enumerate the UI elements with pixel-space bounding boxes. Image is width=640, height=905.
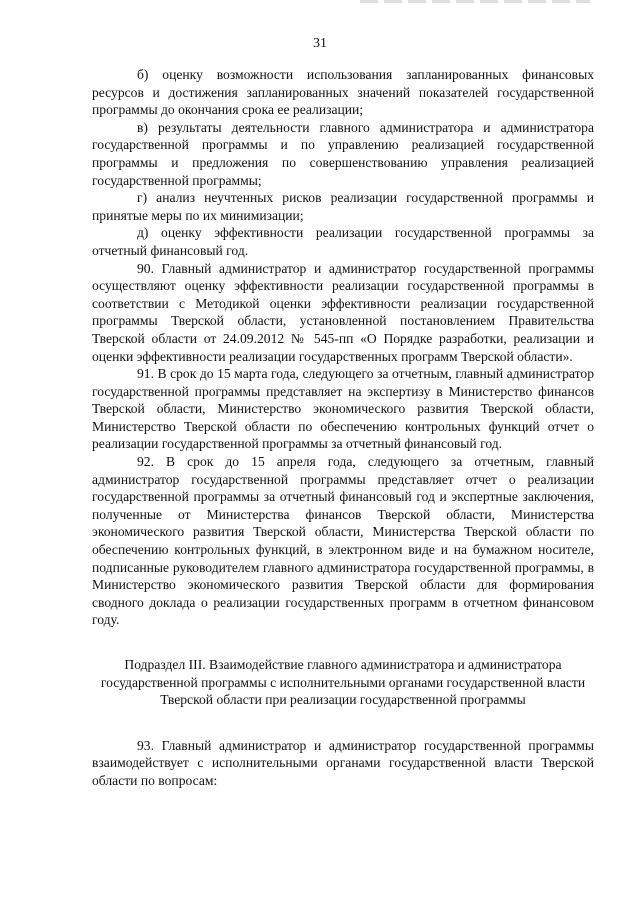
paragraph-92: 92. В срок до 15 апреля года, следующего за отчетным, главный администратор государственной программы представляет отчет о реализации государственной программы за отчетный финансовый год и экспертные заключения, полученные от Министерства финансов Тверской области, Министерства экономического развития Тверской области, Министерства Тверской области по обеспечению контрольных функций, в электронном виде и на бумажном носителе, подписанные руководителем главного администратора государственной программы, в Министерство экономического развития Тверской области для формирования сводного доклада о реализации государственных программ в отчетном финансовом году. xyxy=(92,454,594,628)
page-number: 31 xyxy=(313,36,327,51)
paragraph-91: 91. В срок до 15 марта года, следующего за отчетным, главный администратор государственной программы представляет на экспертизу в Министерство финансов Тверской области, Министерство экономического развития Тверской области, Министерство Тверской области по обеспечению контрольных функций отчет о реализации государственной программы за отчетный финансовый год. xyxy=(92,366,594,452)
section-heading: Подраздел III. Взаимодействие главного администратора и администратора государственной программы с исполнительными органами государственной власти Тверской области при реализации государственной программы xyxy=(100,657,586,708)
paragraph-g: г) анализ неучтенных рисков реализации государственной программы и принятые меры по их минимизации; xyxy=(92,190,594,223)
paragraph-90: 90. Главный администратор и администратор государственной программы осуществляют оценку эффективности реализации государственной программы в соответствии с Методикой оценки эффективности реализации государственной программы Тверской области, установленной постановлением Правительства Тверской области от 24.09.2012 № 545-пп «О Порядке разработки, реализации и оценки эффективности реализации государственных программ Тверской области». xyxy=(92,260,594,364)
scan-artifact xyxy=(360,0,590,3)
paragraph-d: д) оценку эффективности реализации государственной программы за отчетный финансовый год. xyxy=(92,225,594,258)
document-body xyxy=(92,66,594,790)
paragraph-b: б) оценку возможности использования запланированных финансовых ресурсов и достижения запланированных значений показателей государственной программы до окончания срока ее реализации; xyxy=(92,67,594,118)
paragraph-93: 93. Главный администратор и администратор государственной программы взаимодействует с исполнительными органами государственной власти Тверской области по вопросам: xyxy=(92,737,594,788)
paragraph-v: в) результаты деятельности главного администратора и администратора государственной программы и по управлению реализацией государственной программы и предложения по совершенствованию управления реализацией государственной программы; xyxy=(92,119,594,188)
